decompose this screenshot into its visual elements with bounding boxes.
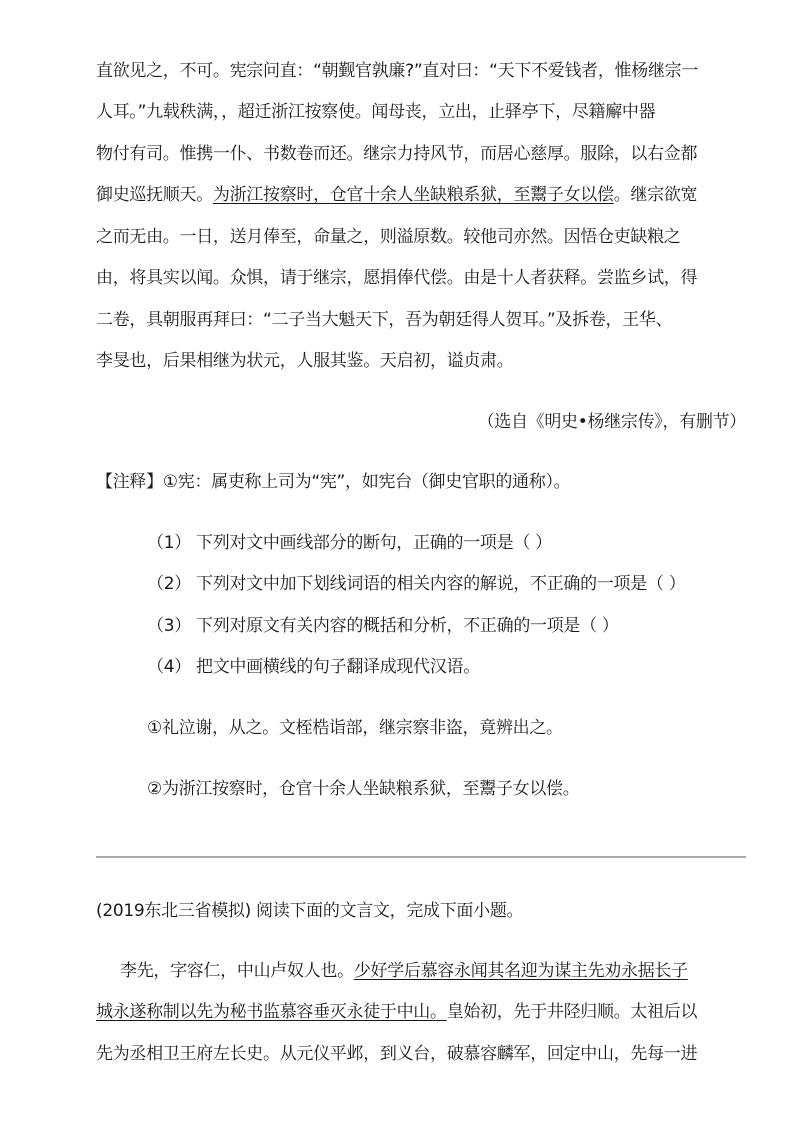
section2-line-2 <box>96 998 746 1026</box>
underlined-sentence: 为浙江按察时，仓官十余人坐缺粮系狱，至鬻子女以偿 <box>212 185 614 205</box>
section2-intro: (2019东北三省模拟) 阅读下面的文言文，完成下面小题。 <box>96 901 524 921</box>
question-2: （2） 下列对文中加下划线词语的相关内容的解说，不正确的一项是（ ） <box>147 574 686 594</box>
section2-line-1-start: 李先，字容仁，中山卢奴人也。 <box>120 961 354 981</box>
passage-line-1: 直欲见之，不可。宪宗问直：“朝觐官孰廉?”直对曰：“天下不爱钱者，惟杨继宗一 <box>96 61 699 81</box>
question-4: （4） 把文中画横线的句子翻译成现代汉语。 <box>147 657 480 677</box>
question-3: （3） 下列对原文有关内容的概括和分析，不正确的一项是（ ） <box>147 616 619 636</box>
section2-line-3: 先为丞相卫王府左长史。从元仪平邺，到义台，破慕容麟军，回定中山，先每一进 <box>96 1044 698 1064</box>
underlined-passage-part-1: 少好学后慕容永闻其名迎为谋主先劝永据长子 <box>353 961 688 981</box>
section-divider <box>96 856 746 858</box>
passage-line-4-start: 御史巡抚顺天。 <box>96 185 213 205</box>
passage-line-3: 物付有司。惟携一仆、书数卷而还。继宗力持风节，而居心慈厚。服除，以右佥都 <box>96 144 698 164</box>
source-citation: （选自《明史•杨继宗传》，有删节） <box>477 412 746 432</box>
translation-item-1: ①礼泣谢，从之。文桎梏诣部，继宗察非盗，竟辨出之。 <box>147 718 563 738</box>
section2-line-2-end: 皇始初，先于井陉归顺。太祖后以 <box>446 1002 698 1022</box>
underlined-passage-part-2: 城永遂称制以先为秘书监慕容垂灭永徒于中山。 <box>96 1002 447 1022</box>
passage-line-4 <box>96 181 746 209</box>
passage-line-8: 李旻也，后果相继为状元，人服其鉴。天启初，谥贞肃。 <box>96 351 514 371</box>
passage-line-7: 二卷，具朝服再拜曰：“二子当大魁天下，吾为朝廷得人贺耳。”及拆卷，王华、 <box>96 310 673 330</box>
section2-line-1 <box>120 957 746 985</box>
passage-line-5: 之而无由。一日，送月俸至，命量之，则溢原数。较他司亦然。因悟仓吏缺粮之 <box>96 227 681 247</box>
passage-line-2: 人耳。”九载秩满，，超迁浙江按察使。闻母丧，立出，止驿亭下，尽籍廨中器 <box>96 102 656 122</box>
passage-line-4-end: 。继宗欲宽 <box>613 185 698 205</box>
translation-item-2: ②为浙江按察时，仓官十余人坐缺粮系狱，至鬻子女以偿。 <box>147 779 580 799</box>
annotation-note: 【注释】①宪：属吏称上司为“宪”，如宪台（御史官职的通称）。 <box>96 472 571 492</box>
question-1: （1） 下列对文中画线部分的断句，正确的一项是（ ） <box>147 533 552 553</box>
passage-line-6: 由，将具实以闻。众惧，请于继宗，愿捐俸代偿。由是十人者获释。尝监乡试，得 <box>96 268 698 288</box>
